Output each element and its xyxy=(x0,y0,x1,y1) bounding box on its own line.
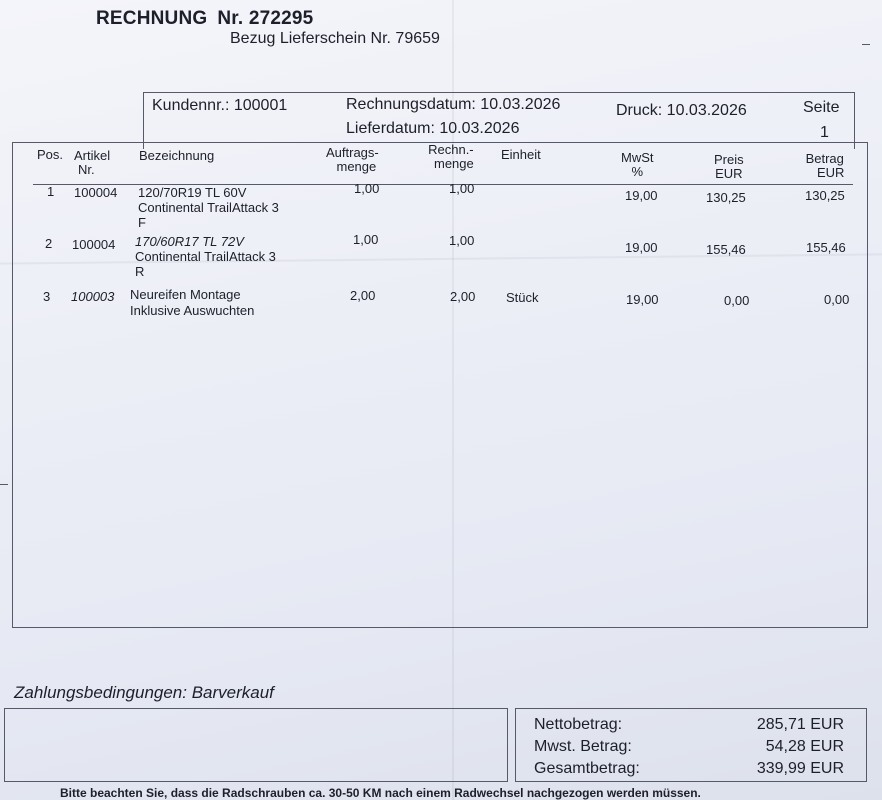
delivery-date: Lieferdatum: 10.03.2026 xyxy=(346,120,520,137)
row-order-qty: 1,00 xyxy=(354,181,380,196)
page-number: 1 xyxy=(820,124,829,141)
row-description: Neureifen Montage Inklusive Auswuchten xyxy=(130,287,255,318)
col-invoice-qty: Rechn.- menge xyxy=(428,142,474,171)
fold-mark xyxy=(862,44,870,45)
row-price: 155,46 xyxy=(706,242,746,257)
row-article: 100003 xyxy=(71,289,115,304)
gross-label: Gesamtbetrag: xyxy=(534,760,640,777)
delivery-note-reference: Bezug Lieferschein Nr. 79659 xyxy=(230,30,440,47)
row-invoice-qty: 2,00 xyxy=(450,289,476,304)
invoice-title: RECHNUNG Nr. 272295 xyxy=(96,8,314,29)
row-article: 100004 xyxy=(72,237,116,252)
row-vat: 19,00 xyxy=(625,240,658,255)
row-order-qty: 2,00 xyxy=(350,288,376,303)
net-value: 285,71 EUR xyxy=(756,716,844,733)
col-order-qty: Auftrags- menge xyxy=(326,145,379,174)
col-description: Bezeichnung xyxy=(139,148,215,163)
row-invoice-qty: 1,00 xyxy=(449,181,475,196)
row-vat: 19,00 xyxy=(625,188,658,203)
row-vat: 19,00 xyxy=(626,292,659,307)
invoice-number: Nr. 272295 xyxy=(217,8,314,29)
footer-note: Bitte beachten Sie, dass die Radschrauben ca. 30-50 KM nach einem Radwechsel nachgezogen werden müssen. xyxy=(60,786,701,800)
row-unit: Stück xyxy=(506,290,539,305)
row-pos: 1 xyxy=(47,184,55,199)
vat-value: 54,28 EUR xyxy=(765,738,844,755)
vat-row xyxy=(534,738,844,756)
fold-mark xyxy=(0,484,8,485)
row-description: 170/60R17 TL 72V Continental TrailAttack 3 R xyxy=(135,234,276,279)
gross-value: 339,99 EUR xyxy=(756,760,844,777)
invoice-date: Rechnungsdatum: 10.03.2026 xyxy=(346,96,561,113)
row-order-qty: 1,00 xyxy=(353,232,379,247)
col-vat: MwSt % xyxy=(621,150,654,179)
net-row xyxy=(534,716,844,734)
col-price: Preis EUR xyxy=(714,152,744,181)
row-amount: 130,25 xyxy=(805,188,845,203)
row-price: 130,25 xyxy=(706,190,746,205)
row-pos: 3 xyxy=(43,289,51,304)
row-price: 0,00 xyxy=(724,293,750,308)
row-amount: 0,00 xyxy=(824,292,850,307)
vat-label: Mwst. Betrag: xyxy=(534,738,632,755)
customer-number: Kundennr.: 100001 xyxy=(152,97,288,114)
row-description: 120/70R19 TL 60V Continental TrailAttack 3 F xyxy=(138,185,279,230)
row-article: 100004 xyxy=(74,185,118,200)
col-pos: Pos. xyxy=(37,147,64,162)
row-pos: 2 xyxy=(45,236,53,251)
net-label: Nettobetrag: xyxy=(534,716,623,733)
payment-terms: Zahlungsbedingungen: Barverkauf xyxy=(14,683,274,702)
gross-row xyxy=(534,760,844,778)
print-date: Druck: 10.03.2026 xyxy=(616,102,747,119)
col-article: Artikel Nr. xyxy=(74,148,111,177)
col-unit: Einheit xyxy=(501,147,541,162)
row-invoice-qty: 1,00 xyxy=(449,233,475,248)
page-label: Seite xyxy=(803,99,840,116)
notes-box xyxy=(4,708,508,782)
row-amount: 155,46 xyxy=(806,240,846,255)
col-amount: Betrag EUR xyxy=(805,151,845,180)
